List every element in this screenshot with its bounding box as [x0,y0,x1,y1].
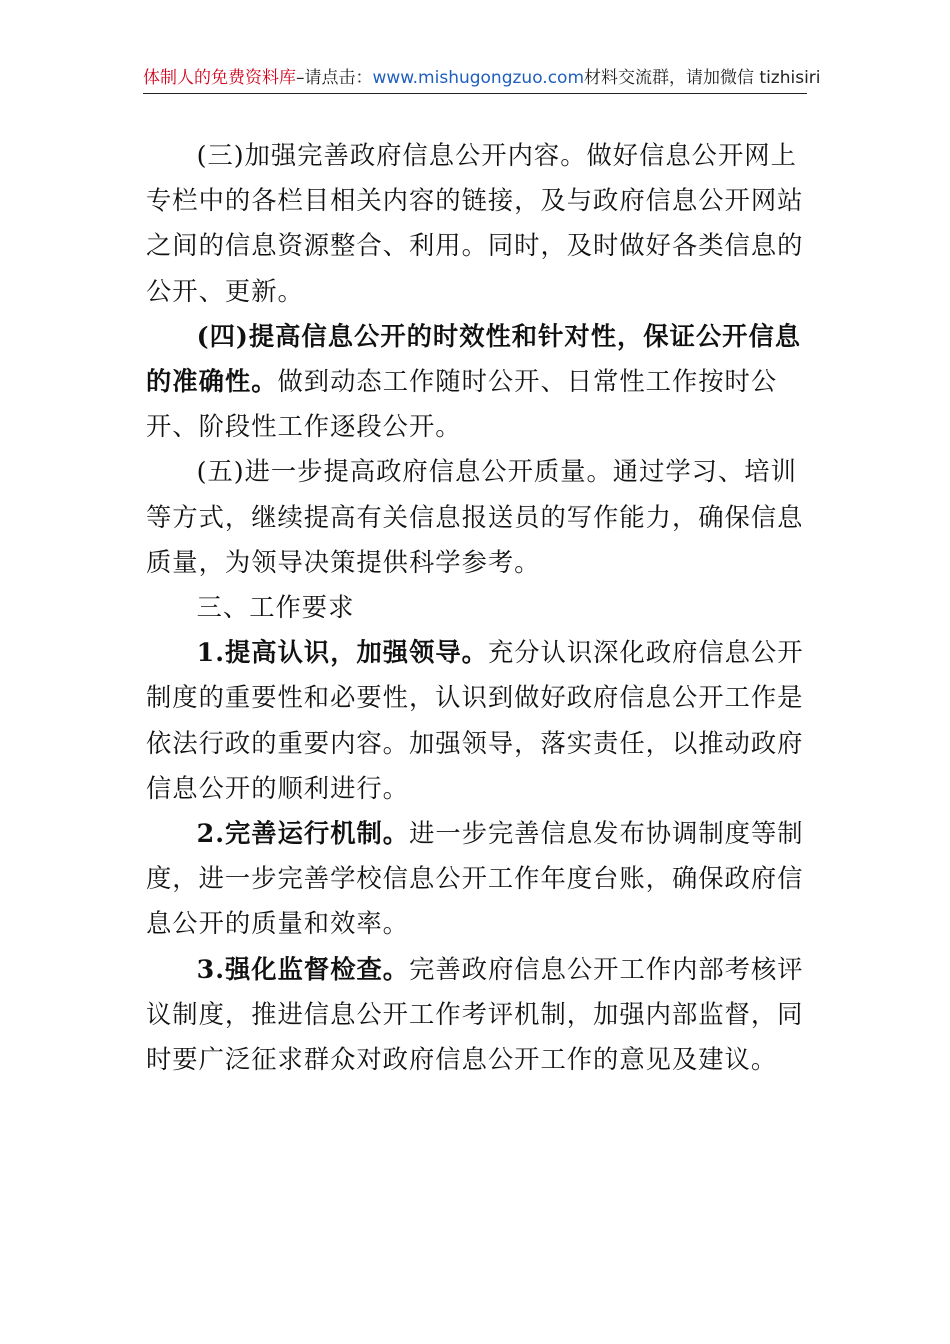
requirement-lead: 2.完善运行机制。 [196,818,410,849]
requirement-lead: 3.强化监督检查。 [196,953,410,984]
requirement-2 [146,811,806,947]
page-header [143,66,821,94]
requirement-text: 完善政府信息公开工作内部考核评议制度，推进信息公开工作考评机制，加强内部监督，同时要广泛征求群众对政府信息公开工作的意见及建议。 [146,954,804,1075]
section-heading-text: 三、工作要求 [196,593,355,623]
paragraph-lead: (四)提高信息公开的时效性和针对性，保证公开信息的准确性。 [146,320,802,397]
paragraph-text: (三)加强完善政府信息公开内容。做好信息公开网上专栏中的各栏目相关内容的链接，及与政府信息公开网站之间的信息资源整合、利用。同时，及时做好各类信息的公开、更新。 [146,141,804,306]
paragraph-3 [146,133,806,314]
document-body [146,133,806,1082]
requirement-text: 进一步完善信息发布协调制度等制度，进一步完善学校信息公开工作年度台账，确保政府信息公开的质量和效率。 [146,819,804,939]
header-prompt: –请点击： [296,68,373,88]
requirement-3 [146,947,806,1083]
paragraph-text: (五)进一步提高政府信息公开质量。通过学习、培训等方式，继续提高有关信息报送员的写作能力，确保信息质量，为领导决策提供科学参考。 [146,457,804,577]
paragraph-4 [146,314,806,450]
section-heading [146,585,806,630]
header-brand: 体制人的免费资料库 [143,68,296,88]
header-tail: 材料交流群，请加微信 tizhisiri [584,68,821,88]
requirement-1 [146,630,806,811]
paragraph-5 [146,449,806,585]
requirement-lead: 1.提高认识，加强领导。 [196,637,488,668]
header-url-link[interactable]: www.mishugongzuo.com [372,68,585,88]
paragraph-text: 做到动态工作随时公开、日常性工作按时公开、阶段性工作逐段公开。 [146,367,778,442]
requirement-text: 充分认识深化政府信息公开制度的重要性和必要性，认识到做好政府信息公开工作是依法行政的重要内容。加强领导，落实责任，以推动政府信息公开的顺利进行。 [146,638,804,803]
